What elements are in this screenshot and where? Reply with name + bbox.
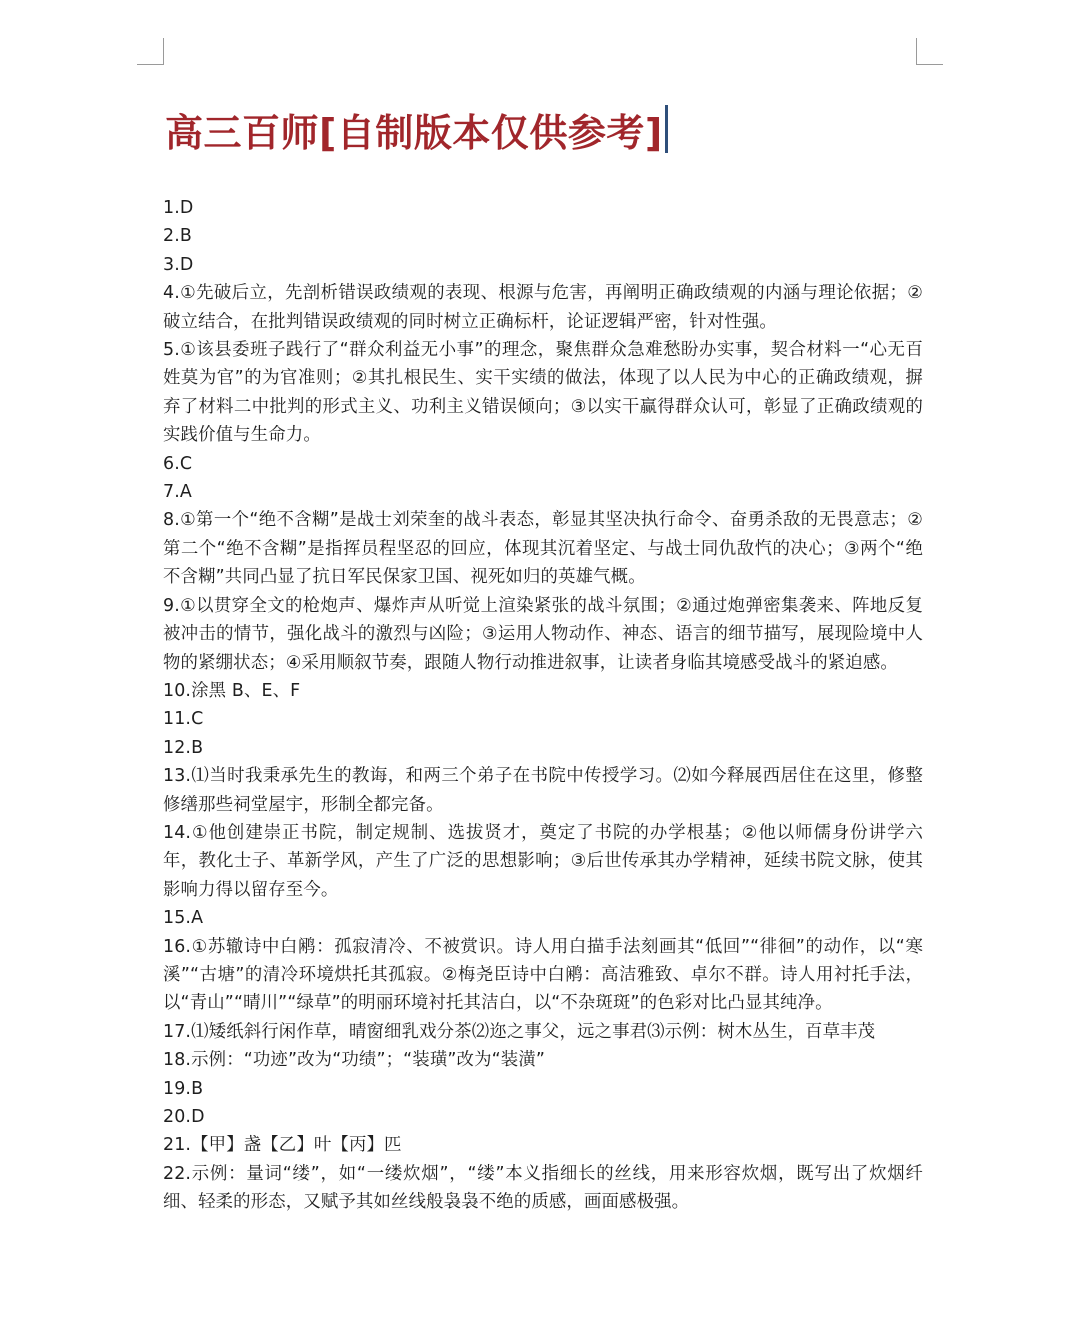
answer-8[interactable]: 8.①第一个“绝不含糊”是战士刘荣奎的战斗表态，彰显其坚决执行命令、奋勇杀敌的无畏意志；②第二个“绝不含糊”是指挥员程坚忍的回应，体现其沉着坚定、与战士同仇敌忾的决心；③两个“绝不含糊”共同凸显了抗日军民保家卫国、视死如归的英雄气概。 — [163, 510, 923, 588]
document-title[interactable]: 高三百师[自制版本仅供参考] — [165, 110, 663, 155]
answer-15[interactable]: 15.A — [163, 908, 204, 929]
answer-7[interactable]: 7.A — [163, 482, 192, 503]
title-block[interactable] — [165, 102, 668, 156]
answer-16[interactable]: 16.①苏辙诗中白鹇：孤寂清冷、不被赏识。诗人用白描手法刻画其“低回”“徘徊”的动作，以“寒溪”“古塘”的清冷环境烘托其孤寂。②梅尧臣诗中白鹇：高洁雅致、卓尔不群。诗人用衬托手法，以“青山”“晴川”“绿草”的明丽环境衬托其洁白，以“不杂斑斑”的色彩对比凸显其纯净。 — [163, 936, 923, 1014]
answer-9[interactable]: 9.①以贯穿全文的枪炮声、爆炸声从听觉上渲染紧张的战斗氛围；②通过炮弹密集袭来、阵地反复被冲击的情节，强化战斗的激烈与凶险；③运用人物动作、神态、语言的细节描写，展现险境中人物的紧绷状态；④采用顺叙节奏，跟随人物行动推进叙事，让读者身临其境感受战斗的紧迫感。 — [163, 595, 923, 673]
answer-14[interactable]: 14.①他创建崇正书院，制定规制、选拔贤才，奠定了书院的办学根基；②他以师儒身份讲学六年，教化士子、革新学风，产生了广泛的思想影响；③后世传承其办学精神，延续书院文脉，使其影响力得以留存至今。 — [163, 822, 923, 900]
answer-13[interactable]: 13.⑴当时我秉承先生的教诲，和两三个弟子在书院中传授学习。⑵如今释展西居住在这里，修整修缮那些祠堂屋宇，形制全都完备。 — [163, 766, 923, 815]
answer-18[interactable]: 18.示例：“功迹”改为“功绩”；“装璜”改为“装潢” — [163, 1050, 546, 1071]
answer-11[interactable]: 11.C — [163, 709, 204, 730]
answer-4[interactable]: 4.①先破后立，先剖析错误政绩观的表现、根源与危害，再阐明正确政绩观的内涵与理论依据；②破立结合，在批判错误政绩观的同时树立正确标杆，论证逻辑严密，针对性强。 — [163, 283, 923, 332]
answer-10[interactable]: 10.涂黑 B、E、F — [163, 680, 301, 701]
text-cursor — [665, 105, 668, 153]
answer-2[interactable]: 2.B — [163, 226, 192, 247]
answer-12[interactable]: 12.B — [163, 737, 204, 758]
crop-mark-top-left — [137, 38, 164, 65]
answer-19[interactable]: 19.B — [163, 1078, 204, 1099]
answer-22[interactable]: 22.示例：量词“缕”，如“一缕炊烟”，“缕”本义指细长的丝线，用来形容炊烟，既写出了炊烟纤细、轻柔的形态，又赋予其如丝线般袅袅不绝的质感，画面感极强。 — [163, 1163, 923, 1213]
crop-mark-top-right — [916, 38, 943, 65]
answer-3[interactable]: 3.D — [163, 254, 194, 275]
answer-1[interactable]: 1.D — [163, 198, 194, 218]
answer-17[interactable]: 17.⑴矮纸斜行闲作草，晴窗细乳戏分茶⑵迩之事父，远之事君⑶示例：树木丛生，百草丰茂 — [163, 1021, 876, 1042]
answer-5[interactable]: 5.①该县委班子践行了“群众利益无小事”的理念，聚焦群众急难愁盼办实事，契合材料一“心无百姓莫为官”的为官准则；②其扎根民生、实干实绩的做法，体现了以人民为中心的正确政绩观，摒弃了材料二中批判的形式主义、功利主义错误倾向；③以实干赢得群众认可，彰显了正确政绩观的实践价值与生命力。 — [163, 340, 923, 446]
answer-20[interactable]: 20.D — [163, 1107, 205, 1127]
answer-21[interactable]: 21.【甲】盏【乙】叶【丙】匹 — [163, 1135, 402, 1156]
answer-list — [163, 194, 923, 1217]
answer-6[interactable]: 6.C — [163, 453, 193, 474]
